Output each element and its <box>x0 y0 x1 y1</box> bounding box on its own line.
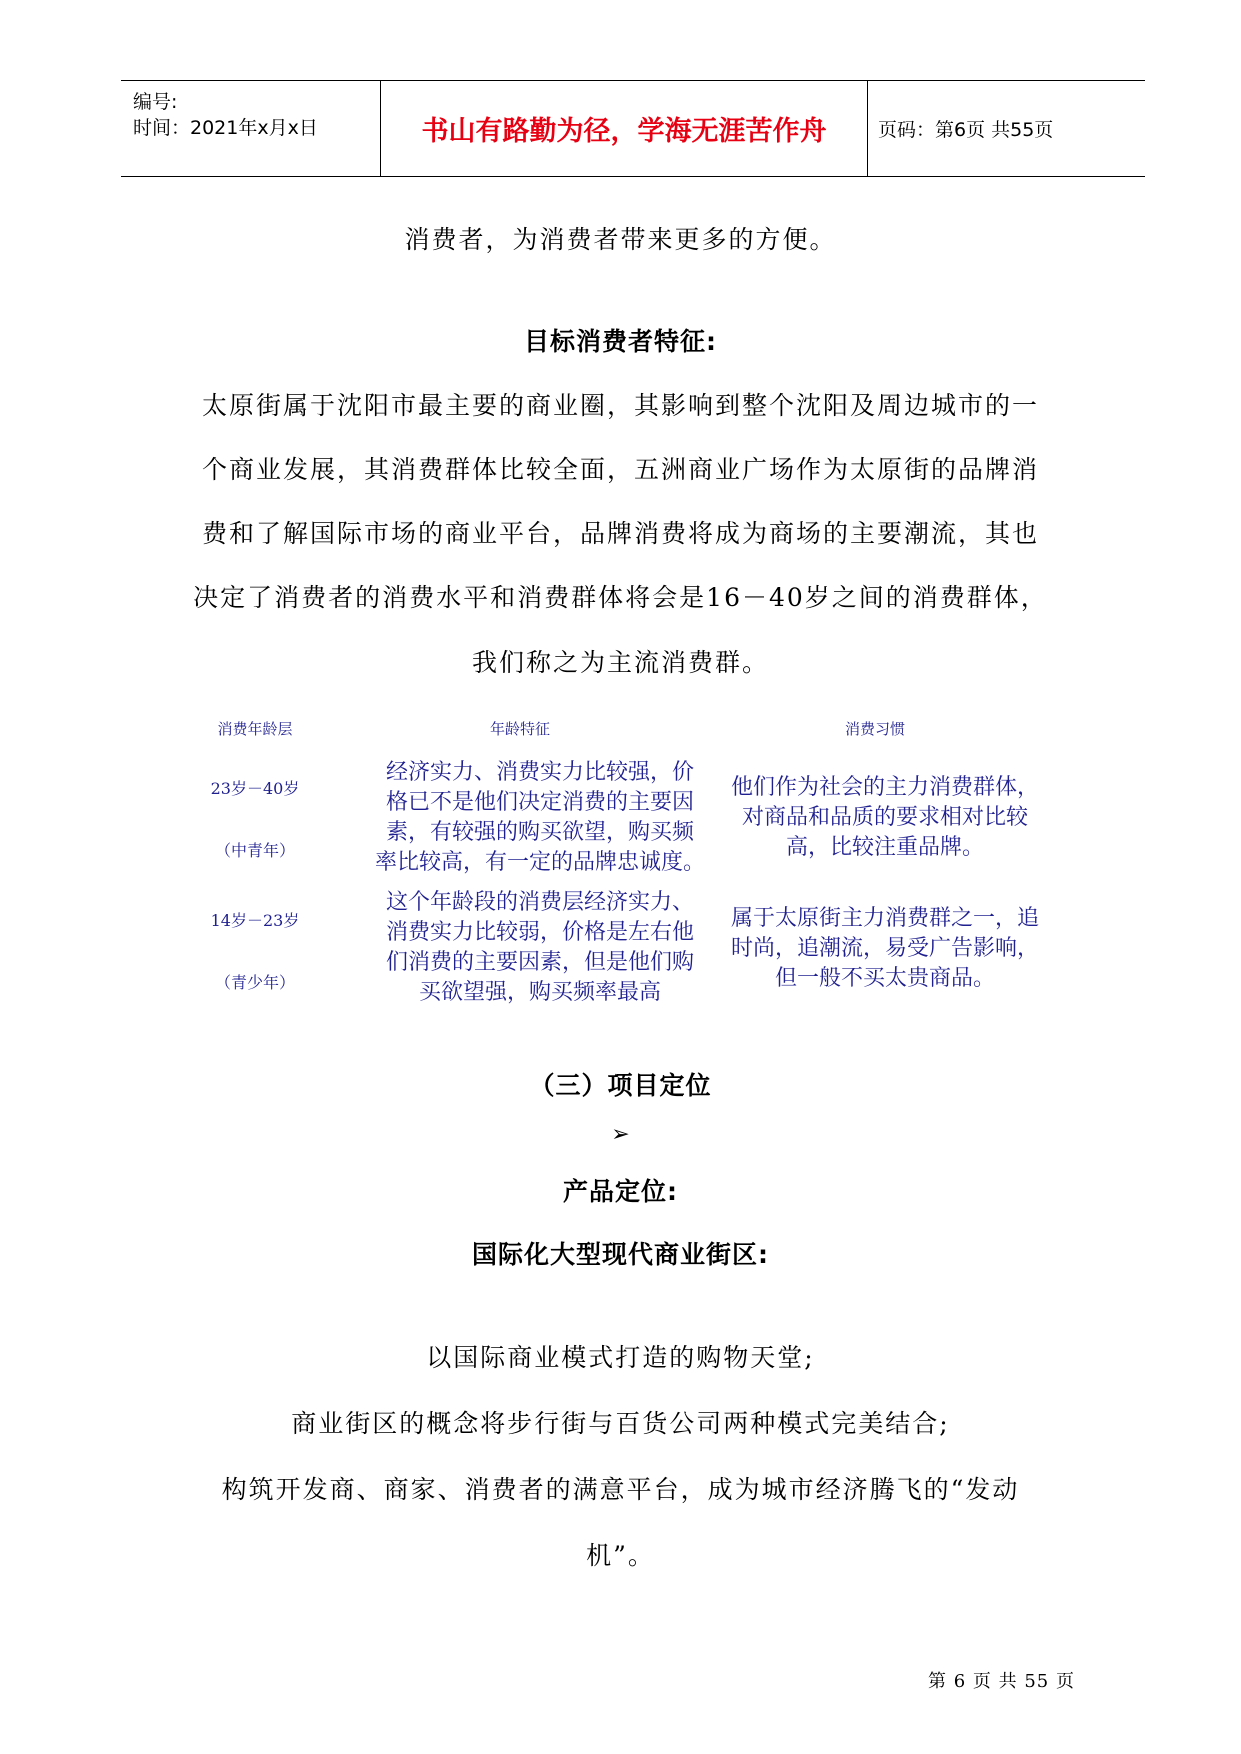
header-left-cell <box>121 81 380 176</box>
feature-line: 买欲望强，购买频率最高 <box>418 980 661 1005</box>
doc-time-label: 时间：2021年x月x日 <box>133 117 318 139</box>
arrow-bullet-icon: ➢ <box>611 1122 630 1147</box>
table-header-age: 消费年龄层 <box>217 720 293 738</box>
paragraph-line: 个商业发展，其消费群体比较全面，五洲商业广场作为太原街的品牌消 <box>201 455 1039 484</box>
feature-line: 消费实力比较弱，价格是左右他 <box>385 920 694 945</box>
header-motto: 书山有路勤为径，学海无涯苦作舟 <box>421 116 827 147</box>
table-header-habit: 消费习惯 <box>844 720 905 738</box>
table-row-habit <box>715 773 1055 863</box>
feature-line: 这个年龄段的消费层经济实力、 <box>385 890 694 915</box>
table-row-habit <box>715 904 1055 994</box>
table-row-feature <box>370 888 710 1008</box>
positioning-line: 以国际商业模式打造的购物天堂; <box>426 1343 815 1372</box>
feature-line: 经济实力、消费实力比较强，价 <box>385 760 694 785</box>
feature-line: 素，有较强的购买欲望，购买频 <box>385 820 694 845</box>
header-page-cell <box>868 81 1145 176</box>
habit-line: 高，比较注重品牌。 <box>785 835 984 860</box>
header-page-info: 页码：第6页 共55页 <box>878 119 1054 141</box>
positioning-line: 机”。 <box>586 1541 655 1570</box>
table-row-feature <box>370 758 710 878</box>
habit-line: 但一般不买太贵商品。 <box>774 966 995 991</box>
paragraph-line: 我们称之为主流消费群。 <box>471 648 769 677</box>
intl-heading: 国际化大型现代商业街区: <box>472 1240 769 1269</box>
feature-line: 格已不是他们决定消费的主要因 <box>385 790 694 815</box>
doc-number-label: 编号: <box>133 91 178 113</box>
positioning-line: 商业街区的概念将步行街与百货公司两种模式完美结合; <box>291 1409 950 1438</box>
target-heading: 目标消费者特征: <box>524 327 717 356</box>
header-motto-cell <box>380 81 868 176</box>
positioning-line: 构筑开发商、商家、消费者的满意平台，成为城市经济腾飞的“发动 <box>221 1475 1020 1504</box>
table-header-feature: 年龄特征 <box>489 720 550 738</box>
habit-line: 对商品和品质的要求相对比较 <box>741 805 1028 830</box>
habit-line: 他们作为社会的主力消费群体， <box>730 775 1039 800</box>
table-row-group: （青少年） <box>214 973 295 992</box>
product-heading: 产品定位: <box>563 1177 678 1206</box>
table-row-group: （中青年） <box>214 841 295 860</box>
section-heading: （三）项目定位 <box>529 1071 712 1100</box>
paragraph-line: 太原街属于沈阳市最主要的商业圈，其影响到整个沈阳及周边城市的一 <box>201 391 1039 420</box>
table-row-age: 14岁－23岁 <box>210 911 300 930</box>
habit-line: 时尚，追潮流，易受广告影响， <box>730 936 1039 961</box>
table-row-age: 23岁－40岁 <box>210 779 300 798</box>
feature-line: 率比较高，有一定的品牌忠诚度。 <box>374 850 705 875</box>
page-header <box>121 80 1145 177</box>
page-footer: 第 6 页 共 55 页 <box>928 1671 1075 1692</box>
habit-line: 属于太原街主力消费群之一，追 <box>730 906 1039 931</box>
feature-line: 们消费的主要因素，但是他们购 <box>385 950 694 975</box>
continuation-line: 消费者，为消费者带来更多的方便。 <box>404 225 837 254</box>
paragraph-line: 决定了消费者的消费水平和消费群体将会是16－40岁之间的消费群体， <box>193 583 1048 612</box>
paragraph-line: 费和了解国际市场的商业平台，品牌消费将成为商场的主要潮流，其也 <box>201 519 1039 548</box>
